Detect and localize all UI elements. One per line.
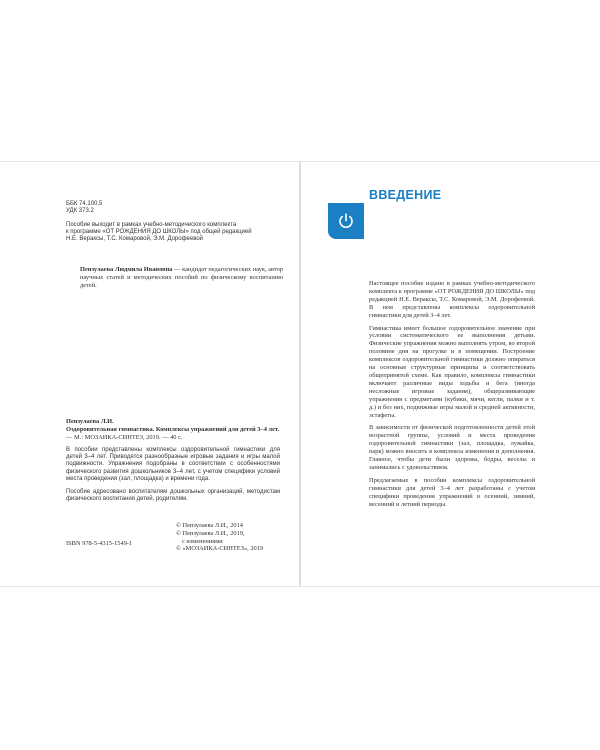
author-bio-text: — кандидат педагогических наук, автор научных статей и методических пособий по физическому воспитанию детей. bbox=[80, 266, 283, 289]
copyright-block bbox=[176, 522, 296, 553]
copyright-line: © Пензулаева Л.И., 2019, bbox=[176, 529, 245, 537]
series-note-line: к программе «ОТ РОЖДЕНИЯ ДО ШКОЛЫ» под общей редакцией bbox=[66, 229, 252, 236]
left-page bbox=[0, 161, 299, 587]
body-paragraph: Настоящее пособие издано в рамках учебно-методического комплекта к программе «ОТ РОЖДЕНИЯ ДО ШКОЛЫ» под редакцией Н.Е. Вераксы, Т.С. Комаровой, Э.М. Дорофеевой. В нем представлены комплексы оздоровительной гимнастики для детей 3–4 лет. bbox=[369, 280, 535, 319]
biblio-publisher: — М.: МОЗАИКА-СИНТЕЗ, 2019. — 40 с. bbox=[66, 433, 183, 441]
body-paragraph: В зависимости от физической подготовленности детей этой возрастной группы, условий и места проведения оздоровительной гимнастики (зал, площадка, лужайка, парк) можно вносить в комплексы изменения и дополнения. Главное, чтобы дети были здоровы, бодры, веселы и занимались с удовольствием. bbox=[369, 424, 535, 471]
udk-code: УДК 373.2 bbox=[66, 208, 94, 215]
book-spread bbox=[0, 161, 600, 587]
annotation-paragraph: Пособие адресовано воспитателям дошкольных организаций, методистам физического воспитания детей, родителям. bbox=[66, 489, 280, 503]
isbn: ISBN 978-5-4315-1549-1 bbox=[66, 540, 133, 547]
chapter-heading: ВВЕДЕНИЕ bbox=[369, 188, 442, 202]
annotation-audience bbox=[66, 489, 280, 503]
bbk-code: ББК 74.100.5 bbox=[66, 201, 103, 207]
annotation-paragraph: В пособии представлены комплексы оздоровительной гимнастики для детей 3–4 лет. Приводятся разнообразные игровые задания и игры малой подвижности. Упражнения подобраны в соответствии с особенностями физического развития дошкольников 3–4 лет, с учетом специфики условий места проведения (зал, площадка) и времени года. bbox=[66, 447, 280, 482]
annotation bbox=[66, 447, 280, 483]
power-icon bbox=[328, 203, 364, 239]
bibliographic-record bbox=[66, 418, 286, 441]
body-paragraph: Гимнастика имеет большое оздоровительное значение при условии систематического ее выполнения детьми. Физические упражнения можно выполнять утром, во второй половине дня на прогулке и в помещении. Построение комплексов оздоровительной гимнастики должно опираться на основные структурные принципы и соответствовать общепринятой схеме. Как правило, комплексы гимнастики включают различные виды ходьбы и бега (иногда несложные игровые задания), общеразвивающие упражнения с предметами (кубики, мячи, кегли, палки и т. д.) и без них, подвижные игры малой и средней активности, эстафеты. bbox=[369, 324, 535, 419]
author-bio-name: Пензулаева Людмила Ивановна bbox=[80, 266, 173, 273]
biblio-title: Оздоровительная гимнастика. Комплексы упражнений для детей 3–4 лет. bbox=[66, 425, 280, 433]
copyright-line: © «МОЗАИКА-СИНТЕЗ», 2019 bbox=[176, 545, 264, 553]
biblio-author: Пензулаева Л.И. bbox=[66, 418, 114, 425]
chapter-body bbox=[369, 280, 535, 513]
copyright-line: с изменениями bbox=[182, 537, 223, 545]
classification-codes bbox=[66, 201, 102, 215]
series-note-line: Н.Е. Вераксы, Т.С. Комаровой, Э.М. Дорофеевой bbox=[66, 236, 204, 243]
author-bio bbox=[80, 266, 283, 289]
body-paragraph: Предлагаемые в пособии комплексы оздоровительной гимнастики для детей 3–4 лет разработаны с учетом специфики проведения упражнений в осенний, зимний, весенний и летний периоды. bbox=[369, 476, 535, 508]
series-note bbox=[66, 222, 286, 244]
copyright-line: © Пензулаева Л.И., 2014 bbox=[176, 522, 243, 529]
series-note-line: Пособие выходит в рамках учебно-методического комплекта bbox=[66, 222, 237, 228]
